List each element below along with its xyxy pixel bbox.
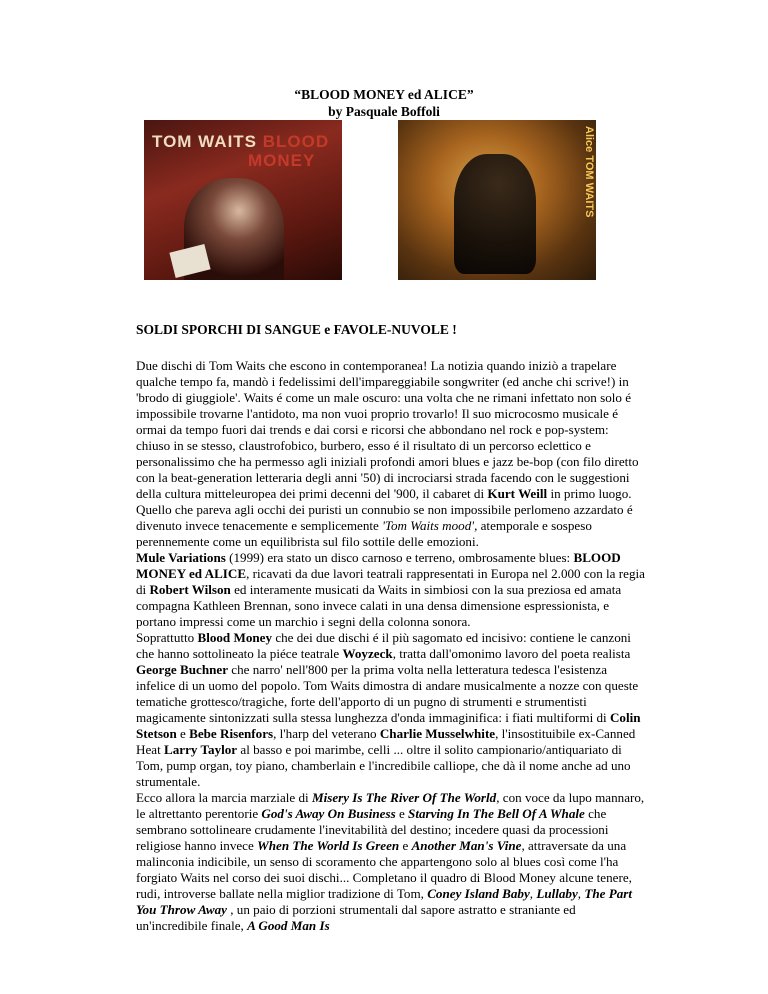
alice-cover-image — [398, 120, 596, 280]
blood-money-cover-text — [152, 132, 336, 170]
italic-phrase: 'Tom Waits mood' — [382, 518, 475, 533]
section-heading: SOLDI SPORCHI DI SANGUE e FAVOLE-NUVOLE ! — [136, 322, 457, 337]
article-header — [0, 86, 768, 120]
paragraph-5: Ecco allora la marcia marziale di Misery Is The River Of The World, con voce da lupo mannaro, le altrettanto perentorie God's Away On Business e Starving In The Bell Of A Whale che sembrano sottolineare crudamente l'inevitabilità del destino; incedere quasi da processioni religiose hanno invece When The World Is Green e Another Man's Vine, attraversate da una malinconia indicibile, un senso di scoramento che appartengono solo al blues così come l'ha forgiato Waits nel corso dei suoi dischi... Completano il quadro di Blood Money alcune tenere, rudi, introverse ballate nella miglior tradizione di Tom, Coney Island Baby, Lullaby, The Part You Throw Away , un paio di porzioni strumentali dal sapore astratto e straniante ed un'incredibile finale, A Good Man Is — [136, 790, 645, 933]
paragraph-3: Mule Variations (1999) era stato un disco carnoso e terreno, ombrosamente blues: BLOOD MONEY ed ALICE, ricavati da due lavori teatrali rappresentati in Europa nel 2.000 con la regia di Robert Wilson ed interamente musicati da Waits in simbiosi con la sua preziosa ed amata compagna Kathleen Brennan, sono invece calati in una densa dimensione espressionista, e portano impressi come un marchio i segni della colonna sonora. — [136, 550, 645, 629]
cover-artist-text: TOM WAITS — [152, 132, 258, 151]
paragraph-1: Due dischi di Tom Waits che escono in contemporanea! La notizia quando iniziò a trapelare qualche tempo fa, mandò i fedelissimi dell'impareggiabile songwriter (ed anche chi scrive!) in 'brodo di giuggiole'. Waits é come un male oscuro: una volta che ne rimani infettato non solo é impossibile trovarne l'antidoto, ma non vuoi proprio trovarlo! Il suo microcosmo musicale é ormai da tempo fuori dai trends e dai corsi e ricorsi che abbondano nel rock e pop-system: chiuso in se stesso, claustrofobico, burbero, esso é il risultato di un percorso eclettico e personalissimo che ha permesso agli iniziali profondi amori blues e jazz be-bop (con filo diretto con la beat-generation letteraria degli anni '50) di incrociarsi strada facendo con le suggestioni della cultura mitteleuropea dei primi decenni del '900, il cabaret di Kurt Weill in primo luogo. — [136, 358, 639, 501]
cover-blood-text: BLOOD — [262, 132, 330, 151]
article-body — [136, 358, 646, 934]
blood-money-cover-image — [144, 120, 342, 280]
article-byline: by Pasquale Boffoli — [328, 104, 440, 119]
paragraph-4: Soprattutto Blood Money che dei due dischi é il più sagomato ed incisivo: contiene le canzoni che hanno sottolineato la piéce teatrale Woyzeck, tratta dall'omonimo lavoro del poeta realista George Buchner che narro' nell'800 per la prima volta nella letteratura tedesca l'esistenza infelice di un uomo del popolo. Tom Waits dimostra di andare musicalmente a nozze con queste tematiche grottesco/tragiche, forte dell'apporto di un pugno di strumenti e strumentisti magicamente sintonizzati sulla stessa lunghezza d'onda immaginifica: i fiati multiformi di Colin Stetson e Bebe Risenfors, l'harp del veterano Charlie Musselwhite, l'insostituibile ex-Canned Heat Larry Taylor al basso e poi marimbe, celli ... oltre il solito campionario/antiquariato di Tom, pump organ, toy piano, chamberlain e l'incredibile calliope, che dà il nome anche ad uno strumentale. — [136, 630, 641, 789]
bold-name: Kurt Weill — [487, 486, 548, 501]
article-title: “BLOOD MONEY ed ALICE” — [294, 87, 474, 102]
alice-cover-text: Alice TOM WAITS — [583, 126, 595, 218]
cover-seated-figure — [454, 154, 536, 274]
cover-money-text: MONEY — [248, 151, 316, 170]
paragraph-2: Quello che pareva agli occhi dei puristi un connubio se non impossibile perlomeno azzardato é divenuto invece tenacemente e semplicemente 'Tom Waits mood', atemporale e sospeso perennemente come un equilibrista sul filo sottile delle emozioni. — [136, 502, 633, 549]
